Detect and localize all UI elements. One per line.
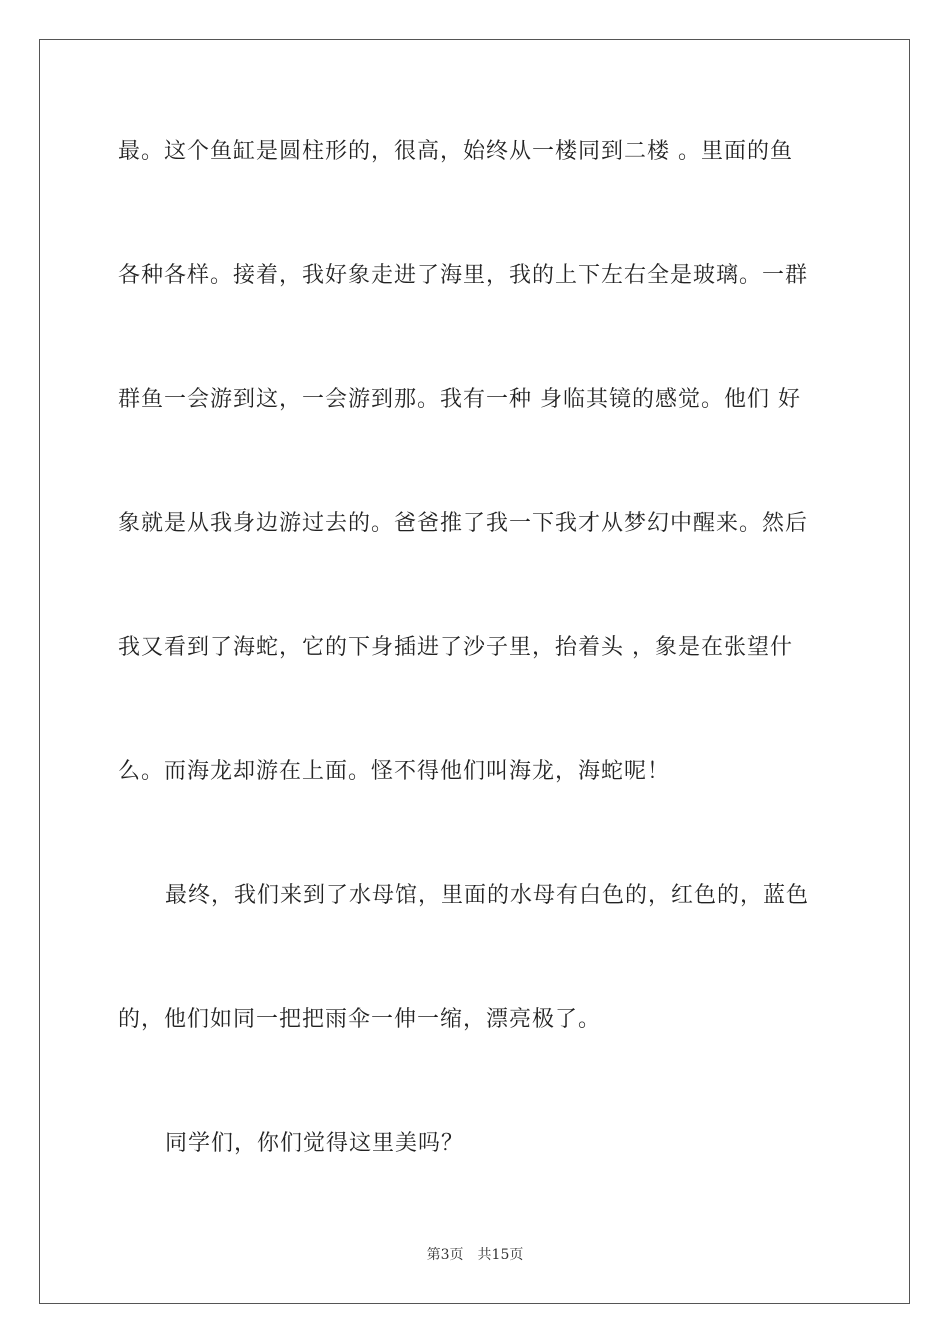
page-footer (0, 1245, 950, 1265)
page-number: 第3页 (426, 1247, 464, 1263)
text-line: 最终，我们来到了水母馆，里面的水母有白色的，红色的，蓝色 (165, 883, 810, 908)
page-total: 共15页 (477, 1247, 524, 1263)
text-line: 群鱼一会游到这，一会游到那。我有一种 身临其镜的感觉。他们 好 (118, 387, 801, 412)
text-line: 的，他们如同一把把雨伞一伸一缩，漂亮极了。 (118, 1007, 602, 1032)
page-border (39, 39, 910, 1304)
text-line: 么。而海龙却游在上面。怪不得他们叫海龙，海蛇呢！ (118, 759, 671, 784)
text-line: 我又看到了海蛇，它的下身插进了沙子里，抬着头 ，象是在张望什 (118, 635, 793, 660)
text-line: 各种各样。接着，我好象走进了海里，我的上下左右全是玻璃。一群 (118, 263, 809, 288)
text-line: 最。这个鱼缸是圆柱形的，很高，始终从一楼同到二楼 。里面的鱼 (118, 139, 793, 164)
text-line: 同学们，你们觉得这里美吗？ (165, 1131, 465, 1156)
text-line: 象就是从我身边游过去的。爸爸推了我一下我才从梦幻中醒来。然后 (118, 511, 809, 536)
